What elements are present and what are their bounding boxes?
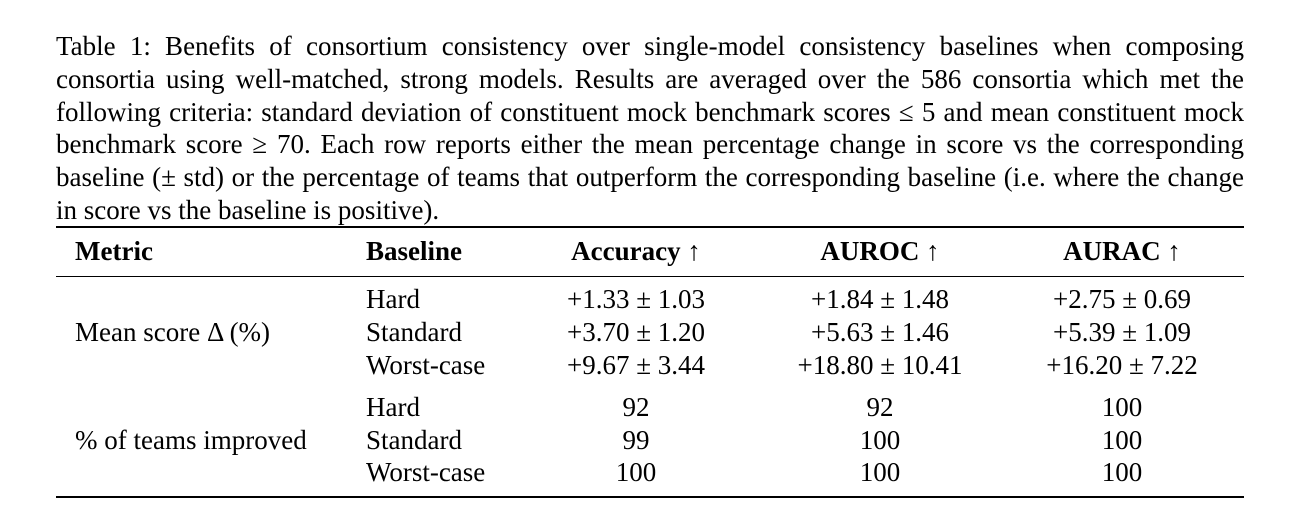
table-cell-baseline: Standard: [366, 425, 462, 455]
table-cell-aurac: +16.20 ± 7.22: [1046, 350, 1198, 380]
table-cell-auroc: +1.84 ± 1.48: [810, 284, 950, 314]
table-cell-baseline: Standard: [366, 317, 462, 347]
table-cell-auroc: 100: [859, 425, 901, 455]
header-accuracy: Accuracy ↑: [571, 236, 701, 266]
table-cell-aurac: 100: [1101, 392, 1143, 422]
table-cell-aurac: 100: [1101, 425, 1143, 455]
header-aurac: AURAC ↑: [1063, 236, 1181, 266]
table-cell-auroc: 100: [859, 457, 901, 487]
table-cell-auroc: +18.80 ± 10.41: [797, 350, 963, 380]
table-cell-accuracy: 92: [622, 392, 650, 422]
header-auroc: AUROC ↑: [820, 236, 940, 266]
header-metric: Metric: [75, 236, 153, 266]
table-cell-accuracy: +3.70 ± 1.20: [566, 317, 706, 347]
table-cell-accuracy: +9.67 ± 3.44: [566, 350, 706, 380]
table-cell-baseline: Worst-case: [366, 457, 486, 487]
table-cell-accuracy: +1.33 ± 1.03: [566, 284, 706, 314]
table-cell-aurac: 100: [1101, 457, 1143, 487]
table-caption: Table 1: Benefits of consortium consistency over single-model consistency baselines when composing consortia using well-matched, strong models. Results are averaged over the 586 consortia which met the following criteria: standard deviation of constituent mock benchmark scores ≤ 5 and mean constituent mock benchmark score ≥ 70. Each row reports either the mean percentage change in score vs the corresponding baseline (± std) or the percentage of teams that outperform the corresponding baseline (i.e. where the change in score vs the baseline is positive).: [56, 31, 1244, 225]
table-top-rule: [56, 226, 1244, 228]
table-cell-auroc: +5.63 ± 1.46: [810, 317, 950, 347]
table-cell-aurac: +2.75 ± 0.69: [1052, 284, 1192, 314]
table-cell-accuracy: 99: [622, 425, 650, 455]
table-cell-aurac: +5.39 ± 1.09: [1052, 317, 1192, 347]
table-cell-accuracy: 100: [615, 457, 657, 487]
table-cell-baseline: Hard: [366, 392, 420, 422]
group-label-teams-improved: % of teams improved: [75, 425, 307, 455]
table-cell-baseline: Worst-case: [366, 350, 486, 380]
table-cell-auroc: 92: [866, 392, 894, 422]
header-baseline: Baseline: [366, 236, 463, 266]
table-header-rule: [56, 276, 1244, 277]
table-bottom-rule: [56, 496, 1244, 498]
group-label-mean-score: Mean score Δ (%): [75, 317, 271, 347]
table-cell-baseline: Hard: [366, 284, 420, 314]
